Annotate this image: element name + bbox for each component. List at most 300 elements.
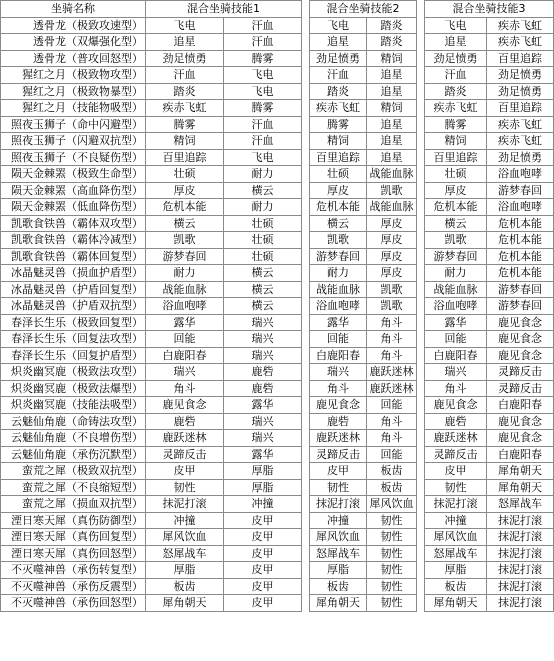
group2-skill-b: 凯歌 xyxy=(367,298,417,315)
group2-skill-a: 精饲 xyxy=(310,133,367,150)
group2-skill-a: 厚皮 xyxy=(310,182,367,199)
table-row xyxy=(1,479,554,496)
group3-skill-b: 鹿见食念 xyxy=(487,331,554,348)
column-gap xyxy=(302,281,310,298)
table-row xyxy=(1,545,554,562)
group3-skill-b: 游梦春回 xyxy=(487,298,554,315)
group1-skill-b: 腾雾 xyxy=(224,50,302,67)
mount-name-cell: 透骨龙（普攻回怒型） xyxy=(1,50,146,67)
column-gap xyxy=(302,413,310,430)
group1-skill-b: 飞电 xyxy=(224,83,302,100)
column-gap xyxy=(417,248,425,265)
group2-skill-b: 厚皮 xyxy=(367,232,417,249)
table-row xyxy=(1,265,554,282)
group3-skill-a: 汗血 xyxy=(425,67,487,84)
group1-skill-b: 露华 xyxy=(224,397,302,414)
group1-skill-b: 瑞兴 xyxy=(224,347,302,364)
column-gap xyxy=(417,496,425,513)
group2-skill-a: 怒犀战车 xyxy=(310,545,367,562)
group1-skill-a: 厚脂 xyxy=(146,562,224,579)
group2-skill-b: 踏炎 xyxy=(367,34,417,51)
group1-skill-a: 精饲 xyxy=(146,133,224,150)
table-row xyxy=(1,578,554,595)
table-row xyxy=(1,347,554,364)
column-gap xyxy=(417,265,425,282)
group1-skill-a: 鹿跃迷林 xyxy=(146,430,224,447)
column-gap xyxy=(417,281,425,298)
group3-skill-a: 鹿见食念 xyxy=(425,397,487,414)
mount-name-cell: 照夜玉狮子（闪避双抗型） xyxy=(1,133,146,150)
mount-name-cell: 不灭噬神兽（承伤转复型） xyxy=(1,562,146,579)
group2-skill-a: 百里追踪 xyxy=(310,149,367,166)
group3-skill-a: 厚皮 xyxy=(425,182,487,199)
group2-skill-a: 灵蹄反击 xyxy=(310,446,367,463)
group2-skill-a: 汗血 xyxy=(310,67,367,84)
table-row xyxy=(1,67,554,84)
group3-skill-b: 浴血咆哮 xyxy=(487,199,554,216)
group3-skill-b: 抹泥打滚 xyxy=(487,529,554,546)
group1-skill-a: 腾雾 xyxy=(146,116,224,133)
group2-skill-b: 追星 xyxy=(367,149,417,166)
group3-skill-b: 游梦春回 xyxy=(487,281,554,298)
group3-skill-a: 厚脂 xyxy=(425,562,487,579)
table-row xyxy=(1,166,554,183)
group1-skill-a: 皮甲 xyxy=(146,463,224,480)
group1-skill-b: 飞电 xyxy=(224,67,302,84)
column-gap xyxy=(417,1,425,18)
mount-name-cell: 猩红之月（极致物攻型） xyxy=(1,67,146,84)
group3-skill-a: 踏炎 xyxy=(425,83,487,100)
column-gap xyxy=(417,314,425,331)
table-row xyxy=(1,562,554,579)
table-row xyxy=(1,331,554,348)
column-gap xyxy=(302,347,310,364)
group1-skill-b: 瑞兴 xyxy=(224,430,302,447)
group3-skill-a: 鹿跃迷林 xyxy=(425,430,487,447)
header-skill-group-1: 混合坐骑技能1 xyxy=(146,1,302,18)
column-gap xyxy=(302,545,310,562)
table-row xyxy=(1,529,554,546)
group3-skill-a: 追星 xyxy=(425,34,487,51)
group3-skill-a: 怒犀战车 xyxy=(425,545,487,562)
mount-name-cell: 陨天金棘罴（极致生命型） xyxy=(1,166,146,183)
mount-name-cell: 猩红之月（技能物吸型） xyxy=(1,100,146,117)
column-gap xyxy=(417,463,425,480)
group1-skill-b: 瑞兴 xyxy=(224,413,302,430)
group3-skill-b: 灵蹄反击 xyxy=(487,380,554,397)
table-row xyxy=(1,413,554,430)
group2-skill-a: 犀风饮血 xyxy=(310,529,367,546)
group1-skill-a: 角斗 xyxy=(146,380,224,397)
group3-skill-b: 危机本能 xyxy=(487,248,554,265)
column-gap xyxy=(302,34,310,51)
group3-skill-b: 白鹿阳春 xyxy=(487,397,554,414)
group2-skill-a: 踏炎 xyxy=(310,83,367,100)
column-gap xyxy=(302,479,310,496)
group1-skill-a: 回能 xyxy=(146,331,224,348)
group1-skill-b: 瑞兴 xyxy=(224,314,302,331)
column-gap xyxy=(417,347,425,364)
group1-skill-a: 战能血脉 xyxy=(146,281,224,298)
mount-name-cell: 陨天金棘罴（低血降伤型） xyxy=(1,199,146,216)
column-gap xyxy=(417,50,425,67)
group1-skill-a: 犀风饮血 xyxy=(146,529,224,546)
group1-skill-b: 皮甲 xyxy=(224,578,302,595)
group1-skill-b: 厚脂 xyxy=(224,463,302,480)
column-gap xyxy=(417,116,425,133)
column-gap xyxy=(417,545,425,562)
group2-skill-a: 凯歌 xyxy=(310,232,367,249)
group2-skill-a: 游梦春回 xyxy=(310,248,367,265)
group3-skill-b: 疾赤飞虹 xyxy=(487,116,554,133)
group1-skill-a: 壮硕 xyxy=(146,166,224,183)
column-gap xyxy=(302,248,310,265)
mount-name-cell: 透骨龙（极致攻速型） xyxy=(1,17,146,34)
group2-skill-b: 追星 xyxy=(367,133,417,150)
group3-skill-b: 灵蹄反击 xyxy=(487,364,554,381)
group2-skill-b: 角斗 xyxy=(367,314,417,331)
group3-skill-b: 劲足愤勇 xyxy=(487,67,554,84)
group3-skill-b: 白鹿阳春 xyxy=(487,446,554,463)
group1-skill-a: 灵蹄反击 xyxy=(146,446,224,463)
group3-skill-a: 浴血咆哮 xyxy=(425,298,487,315)
table-row xyxy=(1,446,554,463)
group3-skill-b: 犀角朝天 xyxy=(487,463,554,480)
column-gap xyxy=(417,215,425,232)
column-gap xyxy=(417,413,425,430)
group1-skill-b: 耐力 xyxy=(224,166,302,183)
mount-name-cell: 湮日寒天犀（真伤防御型） xyxy=(1,512,146,529)
column-gap xyxy=(417,479,425,496)
column-gap xyxy=(302,463,310,480)
group2-skill-a: 鹿跃迷林 xyxy=(310,430,367,447)
group2-skill-b: 回能 xyxy=(367,397,417,414)
group1-skill-a: 犀角朝天 xyxy=(146,595,224,612)
column-gap xyxy=(417,331,425,348)
column-gap xyxy=(302,133,310,150)
mount-name-cell: 云魅仙角鹿（命铸法攻型） xyxy=(1,413,146,430)
group2-skill-a: 犀角朝天 xyxy=(310,595,367,612)
group2-skill-a: 厚脂 xyxy=(310,562,367,579)
group1-skill-b: 汗血 xyxy=(224,116,302,133)
group2-skill-a: 皮甲 xyxy=(310,463,367,480)
group2-skill-a: 冲撞 xyxy=(310,512,367,529)
group1-skill-a: 厚皮 xyxy=(146,182,224,199)
group2-skill-a: 耐力 xyxy=(310,265,367,282)
group1-skill-b: 耐力 xyxy=(224,199,302,216)
table-row xyxy=(1,133,554,150)
group1-skill-b: 皮甲 xyxy=(224,545,302,562)
group1-skill-b: 厚脂 xyxy=(224,479,302,496)
table-row xyxy=(1,281,554,298)
group1-skill-b: 鹿砦 xyxy=(224,380,302,397)
group3-skill-b: 劲足愤勇 xyxy=(487,149,554,166)
group2-skill-b: 鹿跃迷林 xyxy=(367,364,417,381)
mount-name-cell: 不灭噬神兽（承伤回怒型） xyxy=(1,595,146,612)
column-gap xyxy=(302,83,310,100)
column-gap xyxy=(417,166,425,183)
group2-skill-b: 犀风饮血 xyxy=(367,496,417,513)
table-row xyxy=(1,100,554,117)
group1-skill-a: 耐力 xyxy=(146,265,224,282)
column-gap xyxy=(417,512,425,529)
mount-name-cell: 云魅仙角鹿（不良增伤型） xyxy=(1,430,146,447)
mount-name-cell: 春泽长生乐（回复法攻型） xyxy=(1,331,146,348)
group2-skill-a: 壮硕 xyxy=(310,166,367,183)
table-row xyxy=(1,298,554,315)
table-row xyxy=(1,397,554,414)
column-gap xyxy=(417,133,425,150)
group3-skill-b: 疾赤飞虹 xyxy=(487,34,554,51)
group3-skill-a: 飞电 xyxy=(425,17,487,34)
mount-name-cell: 冰晶魅灵兽（护盾双抗型） xyxy=(1,298,146,315)
column-gap xyxy=(417,562,425,579)
group3-skill-b: 抹泥打滚 xyxy=(487,595,554,612)
group1-skill-a: 冲撞 xyxy=(146,512,224,529)
group2-skill-b: 韧性 xyxy=(367,529,417,546)
group2-skill-b: 厚皮 xyxy=(367,265,417,282)
group1-skill-a: 横云 xyxy=(146,215,224,232)
group3-skill-a: 板齿 xyxy=(425,578,487,595)
group1-skill-a: 鹿见食念 xyxy=(146,397,224,414)
mount-name-cell: 湮日寒天犀（真伤回复型） xyxy=(1,529,146,546)
column-gap xyxy=(417,578,425,595)
group2-skill-a: 白鹿阳春 xyxy=(310,347,367,364)
group1-skill-b: 飞电 xyxy=(224,149,302,166)
group2-skill-b: 角斗 xyxy=(367,347,417,364)
column-gap xyxy=(302,562,310,579)
group3-skill-a: 百里追踪 xyxy=(425,149,487,166)
table-row xyxy=(1,215,554,232)
group1-skill-b: 腾雾 xyxy=(224,100,302,117)
table-row xyxy=(1,199,554,216)
group1-skill-b: 横云 xyxy=(224,265,302,282)
mount-name-cell: 凯歌食铁兽（霸体冷减型） xyxy=(1,232,146,249)
mount-name-cell: 蛮荒之犀（极致双抗型） xyxy=(1,463,146,480)
table-row xyxy=(1,34,554,51)
group3-skill-b: 抹泥打滚 xyxy=(487,545,554,562)
group1-skill-b: 皮甲 xyxy=(224,595,302,612)
column-gap xyxy=(302,430,310,447)
group1-skill-b: 壮硕 xyxy=(224,232,302,249)
group1-skill-b: 汗血 xyxy=(224,17,302,34)
group3-skill-b: 危机本能 xyxy=(487,215,554,232)
group3-skill-a: 壮硕 xyxy=(425,166,487,183)
table-row xyxy=(1,83,554,100)
column-gap xyxy=(417,446,425,463)
group1-skill-a: 鹿砦 xyxy=(146,413,224,430)
column-gap xyxy=(302,496,310,513)
table-row xyxy=(1,463,554,480)
mount-name-cell: 猩红之月（极致物暴型） xyxy=(1,83,146,100)
column-gap xyxy=(302,199,310,216)
mount-name-cell: 湮日寒天犀（真伤回怒型） xyxy=(1,545,146,562)
group2-skill-a: 瑞兴 xyxy=(310,364,367,381)
group2-skill-b: 板齿 xyxy=(367,463,417,480)
group3-skill-b: 百里追踪 xyxy=(487,50,554,67)
group1-skill-a: 瑞兴 xyxy=(146,364,224,381)
column-gap xyxy=(302,331,310,348)
group2-skill-a: 露华 xyxy=(310,314,367,331)
column-gap xyxy=(302,298,310,315)
group1-skill-b: 壮硕 xyxy=(224,248,302,265)
group2-skill-a: 浴血咆哮 xyxy=(310,298,367,315)
header-row xyxy=(1,1,554,18)
table-row xyxy=(1,512,554,529)
group2-skill-b: 韧性 xyxy=(367,545,417,562)
table-row xyxy=(1,17,554,34)
group1-skill-a: 汗血 xyxy=(146,67,224,84)
group3-skill-b: 犀角朝天 xyxy=(487,479,554,496)
mount-name-cell: 春泽长生乐（回复护盾型） xyxy=(1,347,146,364)
group1-skill-a: 疾赤飞虹 xyxy=(146,100,224,117)
group3-skill-b: 浴血咆哮 xyxy=(487,166,554,183)
group3-skill-a: 回能 xyxy=(425,331,487,348)
group2-skill-b: 追星 xyxy=(367,116,417,133)
column-gap xyxy=(417,182,425,199)
group3-skill-a: 横云 xyxy=(425,215,487,232)
table-row xyxy=(1,380,554,397)
table-row xyxy=(1,116,554,133)
group1-skill-a: 露华 xyxy=(146,314,224,331)
column-gap xyxy=(302,116,310,133)
group1-skill-b: 鹿砦 xyxy=(224,364,302,381)
column-gap xyxy=(417,595,425,612)
group2-skill-a: 飞电 xyxy=(310,17,367,34)
group3-skill-a: 韧性 xyxy=(425,479,487,496)
group2-skill-b: 韧性 xyxy=(367,595,417,612)
table-row xyxy=(1,149,554,166)
column-gap xyxy=(417,380,425,397)
group1-skill-b: 汗血 xyxy=(224,133,302,150)
column-gap xyxy=(417,34,425,51)
group1-skill-a: 游梦春回 xyxy=(146,248,224,265)
group3-skill-b: 抹泥打滚 xyxy=(487,512,554,529)
table-row xyxy=(1,496,554,513)
mount-name-cell: 冰晶魅灵兽（损血护盾型） xyxy=(1,265,146,282)
group3-skill-a: 战能血脉 xyxy=(425,281,487,298)
group2-skill-b: 凯歌 xyxy=(367,182,417,199)
column-gap xyxy=(417,100,425,117)
group3-skill-b: 危机本能 xyxy=(487,232,554,249)
column-gap xyxy=(302,380,310,397)
table-row xyxy=(1,595,554,612)
table-row xyxy=(1,248,554,265)
column-gap xyxy=(302,265,310,282)
group2-skill-a: 战能血脉 xyxy=(310,281,367,298)
column-gap xyxy=(302,17,310,34)
mount-name-cell: 不灭噬神兽（承伤反震型） xyxy=(1,578,146,595)
group2-skill-a: 韧性 xyxy=(310,479,367,496)
group3-skill-a: 凯歌 xyxy=(425,232,487,249)
group3-skill-a: 危机本能 xyxy=(425,199,487,216)
group1-skill-b: 皮甲 xyxy=(224,529,302,546)
mount-name-cell: 炽炎幽冥鹿（极致法攻型） xyxy=(1,364,146,381)
column-gap xyxy=(302,149,310,166)
column-gap xyxy=(417,17,425,34)
column-gap xyxy=(417,199,425,216)
group1-skill-a: 抹泥打滚 xyxy=(146,496,224,513)
group3-skill-a: 精饲 xyxy=(425,133,487,150)
group2-skill-a: 疾赤飞虹 xyxy=(310,100,367,117)
group2-skill-b: 追星 xyxy=(367,67,417,84)
group3-skill-a: 灵蹄反击 xyxy=(425,446,487,463)
table-body xyxy=(1,17,554,611)
group3-skill-a: 露华 xyxy=(425,314,487,331)
group2-skill-b: 厚皮 xyxy=(367,215,417,232)
mount-name-cell: 透骨龙（双爆强化型） xyxy=(1,34,146,51)
group2-skill-b: 韧性 xyxy=(367,578,417,595)
group3-skill-a: 抹泥打滚 xyxy=(425,496,487,513)
group1-skill-b: 横云 xyxy=(224,182,302,199)
group3-skill-b: 鹿见食念 xyxy=(487,347,554,364)
group2-skill-b: 角斗 xyxy=(367,413,417,430)
column-gap xyxy=(302,215,310,232)
column-gap xyxy=(302,314,310,331)
group2-skill-a: 危机本能 xyxy=(310,199,367,216)
group1-skill-a: 板齿 xyxy=(146,578,224,595)
group1-skill-b: 汗血 xyxy=(224,34,302,51)
group2-skill-b: 精饲 xyxy=(367,50,417,67)
group3-skill-b: 抹泥打滚 xyxy=(487,562,554,579)
group2-skill-a: 横云 xyxy=(310,215,367,232)
column-gap xyxy=(417,529,425,546)
column-gap xyxy=(302,529,310,546)
group1-skill-b: 壮硕 xyxy=(224,215,302,232)
group2-skill-b: 回能 xyxy=(367,446,417,463)
group2-skill-b: 韧性 xyxy=(367,562,417,579)
column-gap xyxy=(417,397,425,414)
group2-skill-a: 板齿 xyxy=(310,578,367,595)
group3-skill-a: 冲撞 xyxy=(425,512,487,529)
mount-name-cell: 云魅仙角鹿（承伤沉默型） xyxy=(1,446,146,463)
group1-skill-a: 踏炎 xyxy=(146,83,224,100)
group2-skill-a: 鹿见食念 xyxy=(310,397,367,414)
group3-skill-b: 百里追踪 xyxy=(487,100,554,117)
group1-skill-a: 浴血咆哮 xyxy=(146,298,224,315)
column-gap xyxy=(302,364,310,381)
group1-skill-b: 冲撞 xyxy=(224,496,302,513)
group3-skill-a: 犀角朝天 xyxy=(425,595,487,612)
column-gap xyxy=(302,578,310,595)
group3-skill-a: 角斗 xyxy=(425,380,487,397)
group1-skill-a: 凯歌 xyxy=(146,232,224,249)
mount-name-cell: 炽炎幽冥鹿（技能法吸型） xyxy=(1,397,146,414)
table-row xyxy=(1,430,554,447)
table-row xyxy=(1,232,554,249)
header-skill-group-3: 混合坐骑技能3 xyxy=(425,1,554,18)
mount-name-cell: 春泽长生乐（极致回复型） xyxy=(1,314,146,331)
column-gap xyxy=(302,595,310,612)
header-mount-name: 坐骑名称 xyxy=(1,1,146,18)
group3-skill-a: 皮甲 xyxy=(425,463,487,480)
column-gap xyxy=(417,298,425,315)
header-skill-group-2: 混合坐骑技能2 xyxy=(310,1,417,18)
group3-skill-b: 怒犀战车 xyxy=(487,496,554,513)
column-gap xyxy=(302,446,310,463)
column-gap xyxy=(302,182,310,199)
group2-skill-b: 韧性 xyxy=(367,512,417,529)
group3-skill-b: 鹿见食念 xyxy=(487,314,554,331)
group2-skill-a: 劲足愤勇 xyxy=(310,50,367,67)
group1-skill-a: 追星 xyxy=(146,34,224,51)
table-row xyxy=(1,314,554,331)
column-gap xyxy=(417,149,425,166)
group3-skill-a: 游梦春回 xyxy=(425,248,487,265)
group1-skill-a: 白鹿阳春 xyxy=(146,347,224,364)
group1-skill-a: 百里追踪 xyxy=(146,149,224,166)
mount-name-cell: 照夜玉狮子（命中闪避型） xyxy=(1,116,146,133)
